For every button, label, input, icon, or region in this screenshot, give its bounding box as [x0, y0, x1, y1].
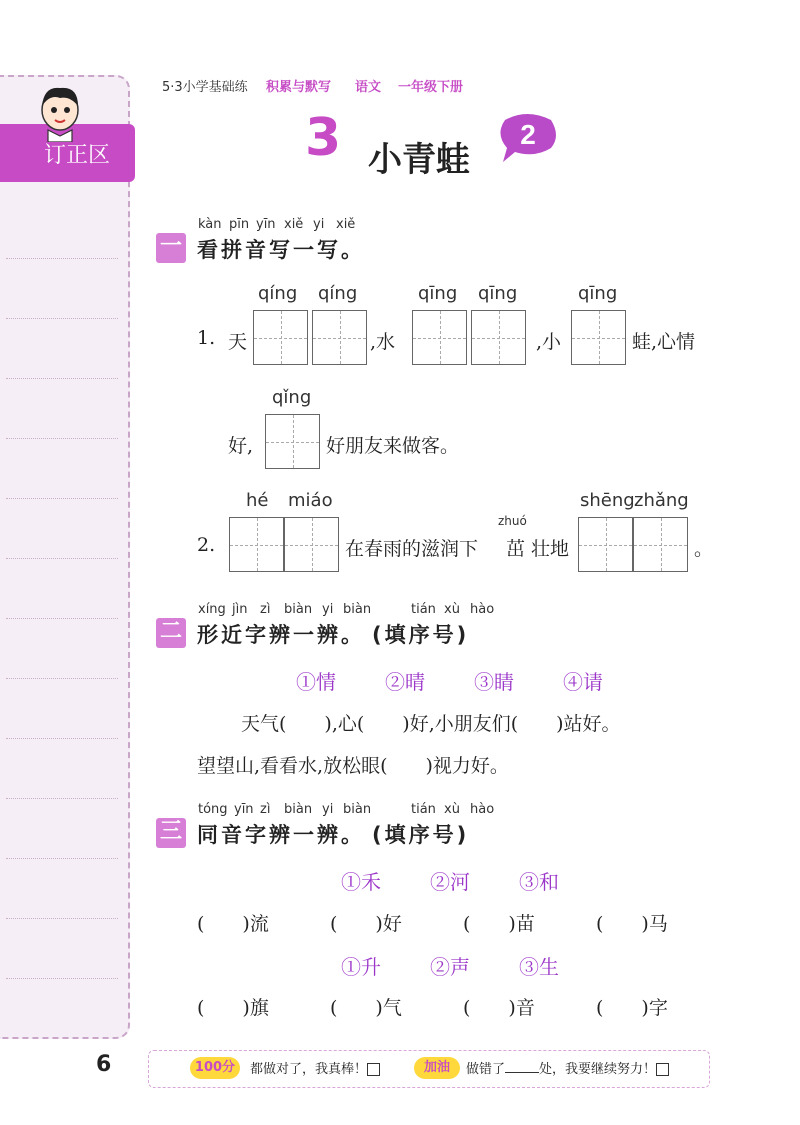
q2-pinyin: miáo [288, 490, 333, 511]
option: ②声 [430, 955, 470, 979]
section1-pinyin: xiě [284, 217, 304, 232]
section3-pinyin: yīn [234, 802, 254, 817]
q2-number: 2. [197, 534, 216, 556]
section2-subtitle: (填序号) [372, 623, 470, 647]
writing-box[interactable] [284, 517, 339, 572]
lesson-title: 小青蛙 [368, 140, 470, 180]
section1-title: 看拼音写一写。 [197, 238, 365, 262]
writing-line [6, 618, 118, 619]
self-check-text-2b: 处，我要继续努力！ [539, 1062, 657, 1077]
writing-box[interactable] [471, 310, 526, 365]
q1-pinyin: qǐng [272, 387, 312, 408]
option: ①禾 [341, 870, 381, 894]
writing-box[interactable] [253, 310, 308, 365]
series-name: 5·3小学基础练 [162, 80, 248, 95]
q1-pinyin: qīng [578, 283, 618, 304]
self-check-text [250, 1058, 380, 1077]
writing-box[interactable] [571, 310, 626, 365]
option: ③睛 [474, 670, 514, 694]
section2-sentence: 天气( ),心( )好,小朋友们( )站好。 [241, 713, 621, 735]
lesson-part-number: 2 [520, 119, 536, 150]
section3-pinyin: biàn [284, 802, 313, 817]
section2-pinyin: biàn [343, 602, 372, 617]
self-check-text [466, 1058, 669, 1077]
section3-pinyin: tóng [198, 802, 228, 817]
writing-line [6, 258, 118, 259]
encourage-badge: 加油 [414, 1057, 460, 1079]
section1-pinyin: pīn [229, 217, 250, 232]
section2-pinyin: hào [470, 602, 495, 617]
option: ①情 [296, 670, 336, 694]
writing-box[interactable] [265, 414, 320, 469]
page-number: 6 [96, 1052, 112, 1077]
section3-pinyin: hào [470, 802, 495, 817]
q1-pinyin: qīng [418, 283, 458, 304]
section2-pinyin: tián [411, 602, 436, 617]
q2-text: 在春雨的滋润下 [345, 538, 479, 560]
section1-badge: 一 [156, 233, 186, 263]
blank-item: ( )流 [197, 913, 269, 935]
blank-item: ( )马 [596, 913, 668, 935]
lesson-number: 3 [305, 108, 342, 168]
writing-line [6, 858, 118, 859]
section2-pinyin: zì [260, 602, 271, 617]
self-check-text-1: 都做对了，我真棒！ [250, 1062, 368, 1077]
q2-text: 壮地 [531, 538, 570, 560]
writing-line [6, 498, 118, 499]
grade-name: 一年级下册 [398, 80, 464, 95]
writing-line [6, 318, 118, 319]
book-name: 积累与默写 [266, 80, 332, 95]
q1-number: 1. [197, 327, 216, 349]
blank-item: ( )苗 [463, 913, 535, 935]
section2-pinyin: xíng [198, 602, 226, 617]
section3-subtitle: (填序号) [372, 823, 470, 847]
q1-text: 天 [228, 331, 248, 353]
self-check-text-2a: 做错了 [466, 1062, 506, 1077]
option: ②晴 [385, 670, 425, 694]
writing-line [6, 438, 118, 439]
writing-box[interactable] [578, 517, 633, 572]
checkbox[interactable] [367, 1063, 380, 1076]
writing-line [6, 678, 118, 679]
q1-text: ,小 [536, 331, 562, 353]
q1-text: 好, [228, 435, 254, 457]
section3-pinyin: tián [411, 802, 436, 817]
option: ②河 [430, 870, 470, 894]
writing-box[interactable] [633, 517, 688, 572]
section3-pinyin: zì [260, 802, 271, 817]
q2-pinyin: shēng [580, 490, 635, 511]
writing-line [6, 918, 118, 919]
q2-text: 。 [694, 538, 714, 560]
section1-pinyin: xiě [336, 217, 356, 232]
section2-pinyin: yi [322, 602, 334, 617]
option: ④请 [563, 670, 603, 694]
section2-title: 形近字辨一辨。 [197, 623, 365, 647]
correction-column [0, 75, 130, 1039]
mascot-boy-icon [30, 80, 90, 142]
speech-bubble-icon [495, 112, 559, 166]
q1-pinyin: qīng [478, 283, 518, 304]
section2-pinyin: biàn [284, 602, 313, 617]
subject-name: 语文 [355, 80, 382, 95]
option: ③生 [519, 955, 559, 979]
q1-pinyin: qíng [258, 283, 298, 304]
option: ①升 [341, 955, 381, 979]
blank-item: ( )好 [330, 913, 402, 935]
blank-item: ( )气 [330, 997, 402, 1019]
correction-label: 订正区 [44, 143, 111, 168]
option: ③和 [519, 870, 559, 894]
section2-badge: 二 [156, 618, 186, 648]
writing-line [6, 978, 118, 979]
q1-text: 蛙,心情 [632, 331, 696, 353]
writing-line [6, 558, 118, 559]
q2-text: 茁 [506, 538, 526, 560]
section1-pinyin: kàn [198, 217, 222, 232]
writing-box[interactable] [312, 310, 367, 365]
q1-text: 好朋友来做客。 [326, 435, 460, 457]
q1-pinyin: qíng [318, 283, 358, 304]
section2-pinyin: xù [444, 602, 460, 617]
section2-sentence: 望望山,看看水,放松眼( )视力好。 [197, 755, 509, 777]
section3-badge: 三 [156, 818, 186, 848]
section1-pinyin: yi [313, 217, 325, 232]
blank-item: ( )旗 [197, 997, 269, 1019]
section2-pinyin: jìn [232, 602, 248, 617]
blank-item: ( )字 [596, 997, 668, 1019]
count-blank[interactable] [505, 1072, 539, 1073]
q2-small-pinyin: zhuó [498, 514, 527, 528]
writing-box[interactable] [229, 517, 284, 572]
writing-box[interactable] [412, 310, 467, 365]
writing-line [6, 798, 118, 799]
full-score-badge: 100分 [190, 1057, 240, 1079]
checkbox[interactable] [656, 1063, 669, 1076]
section3-pinyin: biàn [343, 802, 372, 817]
writing-line [6, 378, 118, 379]
q1-text: ,水 [370, 331, 396, 353]
writing-line [6, 738, 118, 739]
section3-pinyin: yi [322, 802, 334, 817]
section3-title: 同音字辨一辨。 [197, 823, 365, 847]
blank-item: ( )音 [463, 997, 535, 1019]
q2-pinyin: zhǎng [634, 490, 689, 511]
section3-pinyin: xù [444, 802, 460, 817]
section1-pinyin: yīn [256, 217, 276, 232]
q2-pinyin: hé [246, 490, 269, 511]
